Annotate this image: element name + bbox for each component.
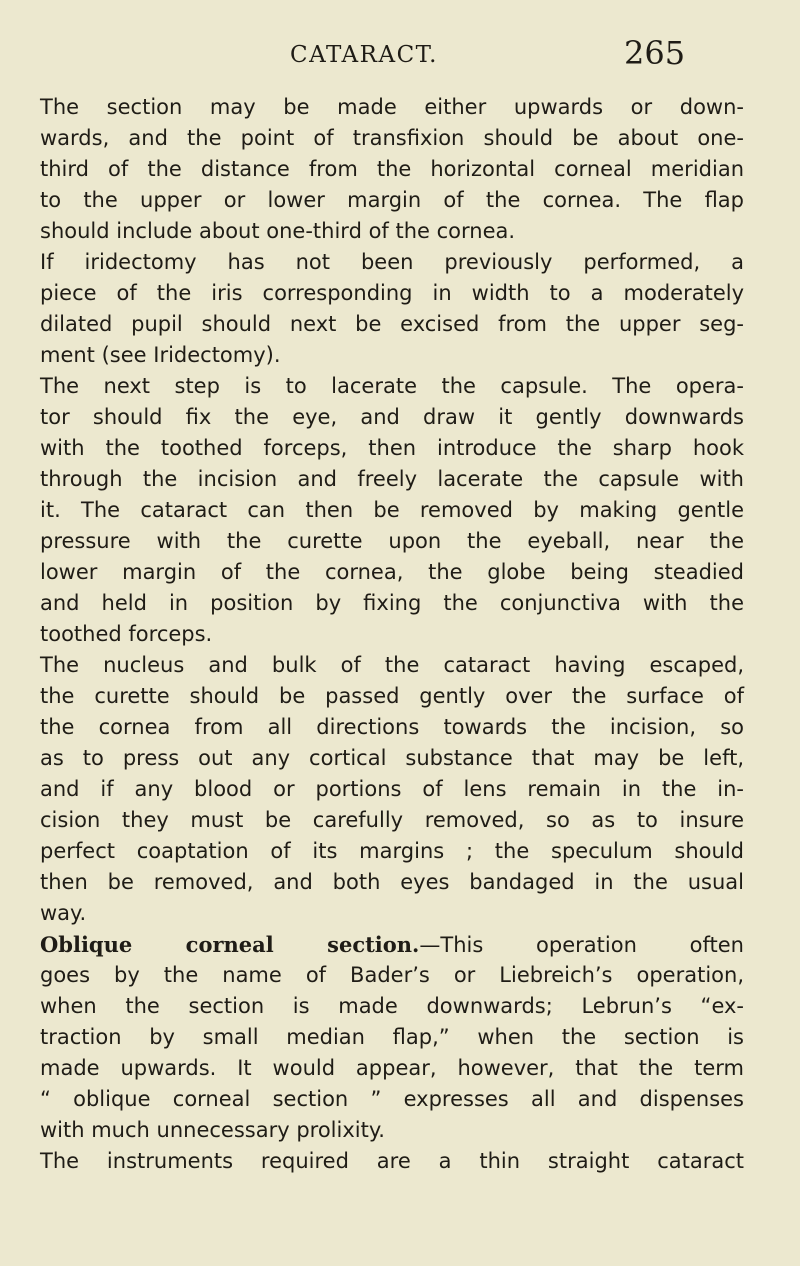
text-line: and if any blood or portions of lens remain in the in-	[40, 777, 744, 801]
oblique-corneal-section-heading: Oblique corneal section.	[40, 932, 420, 957]
text-line: piece of the iris corresponding in width to a moderately	[40, 281, 744, 305]
body-text	[40, 92, 744, 1177]
text-line: If iridectomy has not been previously performed, a	[40, 250, 744, 274]
text-line: when the section is made downwards; Lebrun’s “ex-	[40, 994, 744, 1018]
text-line: with the toothed forceps, then introduce the sharp hook	[40, 436, 744, 460]
text-line: The next step is to lacerate the capsule. The opera-	[40, 374, 744, 398]
running-title: CATARACT.	[290, 42, 438, 68]
text-line: then be removed, and both eyes bandaged in the usual	[40, 870, 744, 894]
text-line: made upwards. It would appear, however, that the term	[40, 1056, 744, 1080]
text-line: the cornea from all directions towards the incision, so	[40, 715, 744, 739]
text-line: lower margin of the cornea, the globe being steadied	[40, 560, 744, 584]
text-line: The section may be made either upwards or down-	[40, 95, 744, 119]
text-line: dilated pupil should next be excised from the upper seg-	[40, 312, 744, 336]
text-line: pressure with the curette upon the eyeball, near the	[40, 529, 744, 553]
text-line: tor should fix the eye, and draw it gently downwards	[40, 405, 744, 429]
text-line: through the incision and freely lacerate the capsule with	[40, 467, 744, 491]
text-line: The instruments required are a thin straight cataract	[40, 1149, 744, 1173]
text-line: way.	[40, 901, 87, 925]
text-line: with much unnecessary prolixity.	[40, 1118, 385, 1142]
page-header	[0, 34, 800, 78]
text-line: third of the distance from the horizontal corneal meridian	[40, 157, 744, 181]
text-line: wards, and the point of transfixion should be about one-	[40, 126, 744, 150]
text-line: and held in position by fixing the conjunctiva with the	[40, 591, 744, 615]
text-line: goes by the name of Bader’s or Liebreich’s operation,	[40, 963, 744, 987]
oblique-section-line	[40, 929, 744, 960]
text-run: —This operation often	[419, 933, 744, 957]
text-line: traction by small median flap,” when the section is	[40, 1025, 744, 1049]
text-line: cision they must be carefully removed, so as to insure	[40, 808, 744, 832]
text-line: should include about one-third of the cornea.	[40, 219, 516, 243]
text-line: The nucleus and bulk of the cataract having escaped,	[40, 653, 744, 677]
text-line: as to press out any cortical substance that may be left,	[40, 746, 744, 770]
text-line: perfect coaptation of its margins ; the speculum should	[40, 839, 744, 863]
page-number: 265	[624, 34, 686, 72]
text-line: ment (see Iridectomy).	[40, 343, 281, 367]
text-line: the curette should be passed gently over the surface of	[40, 684, 744, 708]
text-line: “ oblique corneal section ” expresses all and dispenses	[40, 1087, 744, 1111]
text-line: to the upper or lower margin of the cornea. The flap	[40, 188, 744, 212]
text-line: it. The cataract can then be removed by making gentle	[40, 498, 744, 522]
text-line: toothed forceps.	[40, 622, 213, 646]
